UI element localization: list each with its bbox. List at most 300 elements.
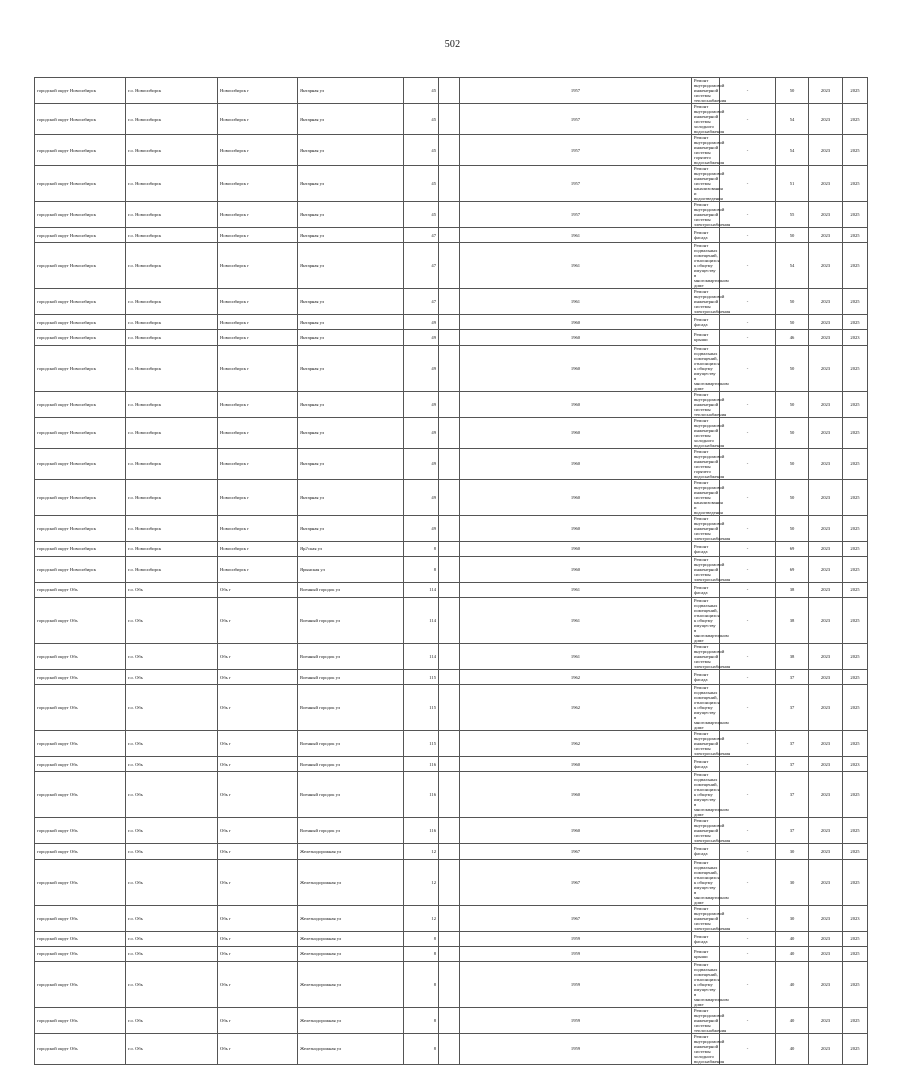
dash-cell: - [720,228,776,243]
municipality-cell: городской округ Обь [35,757,126,772]
end-year-cell: 2025 [843,946,868,961]
build-year-cell: 1957 [460,104,692,135]
street-cell: Военный городок ул [298,582,404,597]
work-type-cell: Ремонт подвальных помещений, относящихся к общему имуществу в многоквартирном доме [692,859,720,905]
district-cell: г.о. Новосибирск [126,315,218,330]
house-number-cell: 8 [404,556,439,582]
count-cell: 54 [776,243,809,289]
settlement-cell: Обь г [218,669,298,684]
street-cell: Ярינская ул [298,541,404,556]
empty-cell [439,330,460,345]
build-year-cell: 1959 [460,1033,692,1064]
start-year-cell: 2023 [809,479,843,515]
build-year-cell: 1967 [460,844,692,859]
district-cell: г.о. Обь [126,582,218,597]
capital-repair-register-table [34,77,868,1065]
end-year-cell: 2023 [843,905,868,931]
dash-cell: - [720,166,776,202]
house-number-cell: 8 [404,961,439,1007]
dash-cell: - [720,202,776,228]
table-row [35,946,868,961]
settlement-cell: Новосибирск г [218,243,298,289]
count-cell: 50 [776,345,809,391]
street-cell: Янтарная ул [298,315,404,330]
street-cell: Янтарная ул [298,135,404,166]
district-cell: г.о. Новосибирск [126,515,218,541]
house-number-cell: 116 [404,757,439,772]
settlement-cell: Новосибирск г [218,202,298,228]
count-cell: 50 [776,228,809,243]
count-cell: 50 [776,479,809,515]
build-year-cell: 1960 [460,515,692,541]
end-year-cell: 2025 [843,818,868,844]
street-cell: Железнодорожная ул [298,1007,404,1033]
work-type-cell: Ремонт внутридомовой инженерной системы горячего водоснабжения [692,448,720,479]
settlement-cell: Обь г [218,643,298,669]
dash-cell: - [720,391,776,417]
dash-cell: - [720,597,776,643]
settlement-cell: Обь г [218,1007,298,1033]
empty-cell [439,289,460,315]
house-number-cell: 115 [404,731,439,757]
district-cell: г.о. Обь [126,961,218,1007]
end-year-cell: 2025 [843,859,868,905]
end-year-cell: 2025 [843,541,868,556]
table-row [35,541,868,556]
street-cell: Янтарная ул [298,515,404,541]
district-cell: г.о. Новосибирск [126,556,218,582]
house-number-cell: 49 [404,315,439,330]
dash-cell: - [720,844,776,859]
municipality-cell: городской округ Обь [35,931,126,946]
empty-cell [439,905,460,931]
street-cell: Янтарная ул [298,391,404,417]
house-number-cell: 12 [404,905,439,931]
start-year-cell: 2023 [809,289,843,315]
house-number-cell: 47 [404,289,439,315]
dash-cell: - [720,685,776,731]
street-cell: Янтарная ул [298,479,404,515]
count-cell: 37 [776,669,809,684]
street-cell: Военный городок ул [298,818,404,844]
build-year-cell: 1962 [460,685,692,731]
municipality-cell: городской округ Новосибирск [35,479,126,515]
municipality-cell: городской округ Обь [35,946,126,961]
dash-cell: - [720,479,776,515]
street-cell: Янтарная ул [298,289,404,315]
table-row [35,859,868,905]
end-year-cell: 2025 [843,417,868,448]
work-type-cell: Ремонт фасада [692,315,720,330]
count-cell: 37 [776,731,809,757]
empty-cell [439,582,460,597]
empty-cell [439,1007,460,1033]
settlement-cell: Обь г [218,961,298,1007]
municipality-cell: городской округ Обь [35,818,126,844]
work-type-cell: Ремонт внутридомовой инженерной системы электроснабжения [692,515,720,541]
empty-cell [439,731,460,757]
empty-cell [439,345,460,391]
street-cell: Военный городок ул [298,669,404,684]
end-year-cell: 2025 [843,961,868,1007]
dash-cell: - [720,643,776,669]
municipality-cell: городской округ Обь [35,905,126,931]
count-cell: 55 [776,202,809,228]
end-year-cell: 2025 [843,391,868,417]
settlement-cell: Обь г [218,844,298,859]
district-cell: г.о. Обь [126,1033,218,1064]
table-row [35,669,868,684]
municipality-cell: городской округ Новосибирск [35,289,126,315]
work-type-cell: Ремонт фасада [692,669,720,684]
build-year-cell: 1959 [460,946,692,961]
end-year-cell: 2025 [843,582,868,597]
settlement-cell: Новосибирск г [218,391,298,417]
dash-cell: - [720,946,776,961]
count-cell: 50 [776,315,809,330]
dash-cell: - [720,78,776,104]
work-type-cell: Ремонт внутридомовой инженерной системы горячего водоснабжения [692,135,720,166]
table-row [35,731,868,757]
start-year-cell: 2023 [809,166,843,202]
work-type-cell: Ремонт фасада [692,931,720,946]
work-type-cell: Ремонт внутридомовой инженерной системы электроснабжения [692,731,720,757]
count-cell: 51 [776,166,809,202]
house-number-cell: 8 [404,931,439,946]
house-number-cell: 49 [404,515,439,541]
district-cell: г.о. Новосибирск [126,78,218,104]
end-year-cell: 2023 [843,330,868,345]
start-year-cell: 2023 [809,685,843,731]
empty-cell [439,135,460,166]
start-year-cell: 2023 [809,643,843,669]
house-number-cell: 8 [404,1007,439,1033]
dash-cell: - [720,859,776,905]
municipality-cell: городской округ Новосибирск [35,315,126,330]
end-year-cell: 2025 [843,515,868,541]
district-cell: г.о. Новосибирск [126,104,218,135]
start-year-cell: 2023 [809,515,843,541]
work-type-cell: Ремонт фасада [692,541,720,556]
district-cell: г.о. Новосибирск [126,391,218,417]
district-cell: г.о. Новосибирск [126,289,218,315]
end-year-cell: 2025 [843,731,868,757]
build-year-cell: 1960 [460,757,692,772]
house-number-cell: 114 [404,582,439,597]
end-year-cell: 2025 [843,166,868,202]
build-year-cell: 1957 [460,202,692,228]
settlement-cell: Обь г [218,946,298,961]
district-cell: г.о. Обь [126,844,218,859]
work-type-cell: Ремонт крыши [692,330,720,345]
district-cell: г.о. Новосибирск [126,448,218,479]
build-year-cell: 1957 [460,166,692,202]
district-cell: г.о. Обь [126,931,218,946]
start-year-cell: 2023 [809,772,843,818]
municipality-cell: городской округ Новосибирск [35,448,126,479]
count-cell: 40 [776,1007,809,1033]
table-row [35,905,868,931]
municipality-cell: городской округ Новосибирск [35,541,126,556]
start-year-cell: 2023 [809,961,843,1007]
house-number-cell: 49 [404,330,439,345]
house-number-cell: 8 [404,1033,439,1064]
district-cell: г.о. Обь [126,643,218,669]
empty-cell [439,448,460,479]
municipality-cell: городской округ Обь [35,844,126,859]
start-year-cell: 2023 [809,391,843,417]
settlement-cell: Новосибирск г [218,166,298,202]
empty-cell [439,166,460,202]
build-year-cell: 1967 [460,905,692,931]
build-year-cell: 1960 [460,541,692,556]
work-type-cell: Ремонт фасада [692,228,720,243]
start-year-cell: 2023 [809,315,843,330]
dash-cell: - [720,243,776,289]
municipality-cell: городской округ Новосибирск [35,556,126,582]
build-year-cell: 1967 [460,859,692,905]
settlement-cell: Новосибирск г [218,315,298,330]
street-cell: Янтарная ул [298,243,404,289]
end-year-cell: 2025 [843,243,868,289]
street-cell: Военный городок ул [298,597,404,643]
settlement-cell: Обь г [218,772,298,818]
work-type-cell: Ремонт внутридомовой инженерной системы электроснабжения [692,556,720,582]
municipality-cell: городской округ Новосибирск [35,202,126,228]
table-row [35,315,868,330]
settlement-cell: Новосибирск г [218,104,298,135]
settlement-cell: Обь г [218,1033,298,1064]
count-cell: 30 [776,905,809,931]
dash-cell: - [720,541,776,556]
empty-cell [439,961,460,1007]
street-cell: Военный городок ул [298,731,404,757]
count-cell: 50 [776,391,809,417]
district-cell: г.о. Новосибирск [126,330,218,345]
count-cell: 54 [776,135,809,166]
empty-cell [439,541,460,556]
end-year-cell: 2025 [843,78,868,104]
settlement-cell: Обь г [218,905,298,931]
count-cell: 40 [776,961,809,1007]
start-year-cell: 2023 [809,556,843,582]
table-row [35,772,868,818]
house-number-cell: 47 [404,228,439,243]
table-row [35,78,868,104]
table-row [35,1033,868,1064]
district-cell: г.о. Новосибирск [126,345,218,391]
start-year-cell: 2023 [809,135,843,166]
dash-cell: - [720,104,776,135]
settlement-cell: Обь г [218,731,298,757]
dash-cell: - [720,1007,776,1033]
settlement-cell: Обь г [218,757,298,772]
page-number: 502 [444,39,461,50]
street-cell: Янтарная ул [298,166,404,202]
build-year-cell: 1960 [460,330,692,345]
dash-cell: - [720,961,776,1007]
settlement-cell: Обь г [218,931,298,946]
end-year-cell: 2025 [843,669,868,684]
house-number-cell: 115 [404,685,439,731]
street-cell: Янтарная ул [298,417,404,448]
end-year-cell: 2025 [843,289,868,315]
work-type-cell: Ремонт внутридомовой инженерной системы холодного водоснабжения [692,417,720,448]
table-row [35,1007,868,1033]
street-cell: Военный городок ул [298,772,404,818]
dash-cell: - [720,417,776,448]
build-year-cell: 1961 [460,597,692,643]
build-year-cell: 1960 [460,772,692,818]
table-row [35,844,868,859]
build-year-cell: 1961 [460,643,692,669]
table-row [35,556,868,582]
municipality-cell: городской округ Обь [35,669,126,684]
empty-cell [439,757,460,772]
work-type-cell: Ремонт фасада [692,844,720,859]
start-year-cell: 2023 [809,1033,843,1064]
build-year-cell: 1959 [460,1007,692,1033]
start-year-cell: 2023 [809,448,843,479]
settlement-cell: Новосибирск г [218,330,298,345]
start-year-cell: 2023 [809,78,843,104]
house-number-cell: 45 [404,166,439,202]
end-year-cell: 2025 [843,448,868,479]
municipality-cell: городской округ Обь [35,685,126,731]
empty-cell [439,479,460,515]
end-year-cell: 2025 [843,685,868,731]
count-cell: 54 [776,104,809,135]
start-year-cell: 2023 [809,104,843,135]
street-cell: Ярынская ул [298,556,404,582]
district-cell: г.о. Обь [126,772,218,818]
street-cell: Железнодорожная ул [298,859,404,905]
table-row [35,757,868,772]
house-number-cell: 114 [404,597,439,643]
empty-cell [439,315,460,330]
municipality-cell: городской округ Новосибирск [35,417,126,448]
empty-cell [439,669,460,684]
end-year-cell: 2025 [843,202,868,228]
house-number-cell: 49 [404,417,439,448]
end-year-cell: 2025 [843,772,868,818]
build-year-cell: 1960 [460,391,692,417]
district-cell: г.о. Новосибирск [126,202,218,228]
settlement-cell: Новосибирск г [218,515,298,541]
build-year-cell: 1959 [460,961,692,1007]
work-type-cell: Ремонт подвальных помещений, относящихся к общему имуществу в многоквартирном доме [692,961,720,1007]
count-cell: 40 [776,931,809,946]
work-type-cell: Ремонт внутридомовой инженерной системы электроснабжения [692,643,720,669]
work-type-cell: Ремонт подвальных помещений, относящихся к общему имуществу в многоквартирном доме [692,597,720,643]
start-year-cell: 2023 [809,417,843,448]
work-type-cell: Ремонт внутридомовой инженерной системы холодного водоснабжения [692,104,720,135]
table-row [35,135,868,166]
street-cell: Железнодорожная ул [298,931,404,946]
dash-cell: - [720,135,776,166]
count-cell: 50 [776,417,809,448]
street-cell: Железнодорожная ул [298,946,404,961]
dash-cell: - [720,448,776,479]
table-row [35,391,868,417]
count-cell: 37 [776,772,809,818]
district-cell: г.о. Новосибирск [126,541,218,556]
house-number-cell: 45 [404,135,439,166]
count-cell: 38 [776,597,809,643]
empty-cell [439,643,460,669]
settlement-cell: Новосибирск г [218,556,298,582]
dash-cell: - [720,582,776,597]
street-cell: Янтарная ул [298,345,404,391]
end-year-cell: 2025 [843,315,868,330]
table-row [35,643,868,669]
house-number-cell: 49 [404,479,439,515]
district-cell: г.о. Обь [126,818,218,844]
start-year-cell: 2023 [809,541,843,556]
start-year-cell: 2023 [809,946,843,961]
dash-cell: - [720,731,776,757]
district-cell: г.о. Обь [126,859,218,905]
municipality-cell: городской округ Обь [35,582,126,597]
table-row [35,289,868,315]
district-cell: г.о. Обь [126,946,218,961]
start-year-cell: 2023 [809,669,843,684]
build-year-cell: 1961 [460,289,692,315]
work-type-cell: Ремонт внутридомовой инженерной системы канализования и водоотведения [692,166,720,202]
street-cell: Янтарная ул [298,104,404,135]
start-year-cell: 2023 [809,228,843,243]
build-year-cell: 1961 [460,228,692,243]
settlement-cell: Обь г [218,597,298,643]
count-cell: 50 [776,289,809,315]
build-year-cell: 1962 [460,731,692,757]
street-cell: Железнодорожная ул [298,844,404,859]
district-cell: г.о. Обь [126,1007,218,1033]
work-type-cell: Ремонт внутридомовой инженерной системы теплоснабжения [692,391,720,417]
house-number-cell: 8 [404,541,439,556]
settlement-cell: Новосибирск г [218,479,298,515]
house-number-cell: 116 [404,818,439,844]
settlement-cell: Новосибирск г [218,417,298,448]
house-number-cell: 45 [404,78,439,104]
build-year-cell: 1960 [460,345,692,391]
dash-cell: - [720,556,776,582]
dash-cell: - [720,669,776,684]
count-cell: 46 [776,330,809,345]
work-type-cell: Ремонт фасада [692,582,720,597]
dash-cell: - [720,757,776,772]
work-type-cell: Ремонт подвальных помещений, относящихся к общему имуществу в многоквартирном доме [692,685,720,731]
end-year-cell: 2025 [843,345,868,391]
settlement-cell: Новосибирск г [218,289,298,315]
municipality-cell: городской округ Новосибирск [35,104,126,135]
table-row [35,166,868,202]
empty-cell [439,772,460,818]
street-cell: Янтарная ул [298,330,404,345]
end-year-cell: 2025 [843,104,868,135]
street-cell: Янтарная ул [298,228,404,243]
count-cell: 50 [776,78,809,104]
dash-cell: - [720,289,776,315]
work-type-cell: Ремонт внутридомовой инженерной системы теплоснабжения [692,1007,720,1033]
empty-cell [439,1033,460,1064]
build-year-cell: 1960 [460,417,692,448]
district-cell: г.о. Обь [126,905,218,931]
street-cell: Военный городок ул [298,643,404,669]
dash-cell: - [720,330,776,345]
table-row [35,243,868,289]
house-number-cell: 12 [404,859,439,905]
